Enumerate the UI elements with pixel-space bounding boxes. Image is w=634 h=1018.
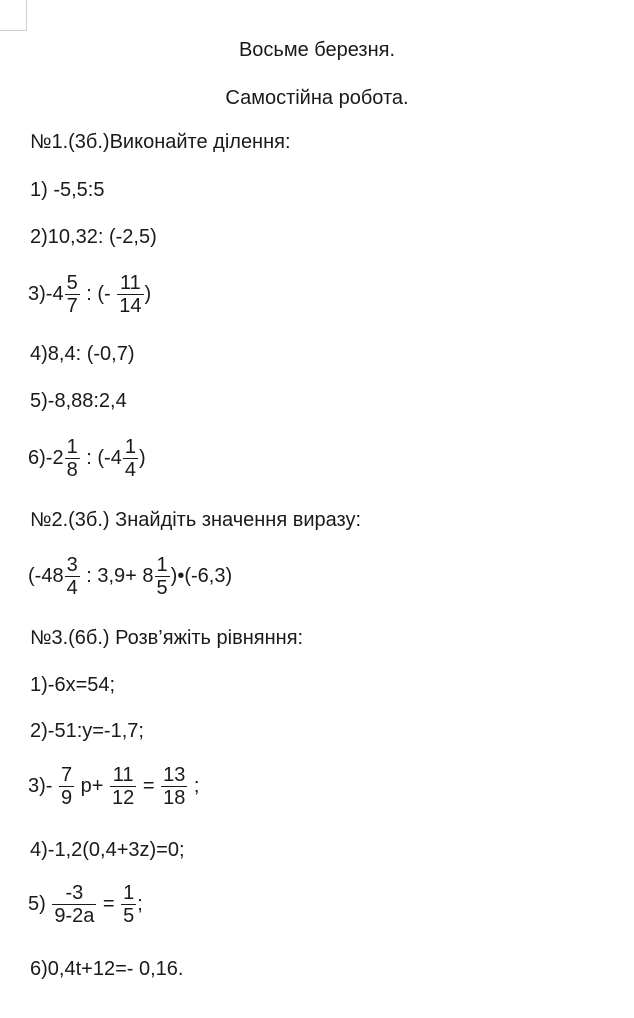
task3-item-1: 1)-6x=54; [30,674,116,696]
numerator: 5 [66,272,78,294]
numerator: 1 [124,436,136,458]
fraction [65,272,80,317]
fraction [117,272,143,317]
task2-title: №2.(3б.) Знайдіть значення виразу: [30,509,362,531]
fraction [155,554,170,599]
denominator: 18 [163,787,186,809]
text: 5) [28,892,52,915]
fraction [59,764,74,809]
task3-item-4: 4)-1,2(0,4+3z)=0; [30,839,185,861]
task3-item-3 [28,764,199,809]
numerator: 1 [66,436,78,458]
denominator: 14 [119,295,142,317]
fraction [65,436,80,481]
text: )•(-6,3) [170,564,233,587]
task3-item-2: 2)-51:y=-1,7; [30,720,144,742]
text: 3)-4 [28,282,64,305]
task3-title: №3.(6б.) Розв’яжіть рівняння: [30,627,304,649]
numerator: -3 [52,882,96,905]
text: 6)-2 [28,446,64,469]
task1-item-3 [28,272,151,317]
text: ; [188,774,200,797]
task1-item-1: 1) -5,5:5 [30,179,105,201]
denominator: 4 [124,459,136,481]
task1-item-6 [28,436,146,481]
task1-title: №1.(3б.)Виконайте ділення: [30,131,291,153]
text: ) [144,282,152,305]
denominator: 8 [66,459,78,481]
text: 3)- [28,774,58,797]
task3-item-5 [28,882,143,927]
denominator: 9 [61,787,73,809]
numerator: 7 [61,764,73,786]
numerator: 11 [117,272,143,295]
task1-item-2: 2)10,32: (-2,5) [30,226,157,248]
denominator: 12 [112,787,135,809]
denominator: 4 [66,577,78,599]
numerator: 11 [110,764,136,787]
text: : 3,9+ 8 [80,564,154,587]
text: p+ [75,774,110,797]
fraction [52,882,96,927]
task2-expression [28,554,232,599]
text: = [97,892,121,915]
fraction [123,436,138,481]
text: : (-4 [80,446,122,469]
task1-item-4: 4)8,4: (-0,7) [30,343,135,365]
numerator: 13 [163,764,186,786]
document-subtitle: Самостійна робота. [225,87,409,109]
text: (-48 [28,564,64,587]
fraction [65,554,80,599]
fraction [121,882,136,927]
text: ; [137,892,143,915]
numerator: 3 [66,554,78,576]
text: : (- [80,282,117,305]
denominator: 9-2a [54,905,95,927]
document-date: Восьме березня. [238,39,396,61]
denominator: 5 [123,905,135,927]
fraction [161,764,187,809]
task1-item-5: 5)-8,88:2,4 [30,390,127,412]
task3-item-6: 6)0,4t+12=- 0,16. [30,958,184,980]
numerator: 1 [123,882,135,904]
page-corner-mark [0,0,27,31]
denominator: 5 [156,577,168,599]
denominator: 7 [66,295,78,317]
fraction [110,764,136,809]
numerator: 1 [156,554,168,576]
text: = [137,774,161,797]
text: ) [138,446,146,469]
